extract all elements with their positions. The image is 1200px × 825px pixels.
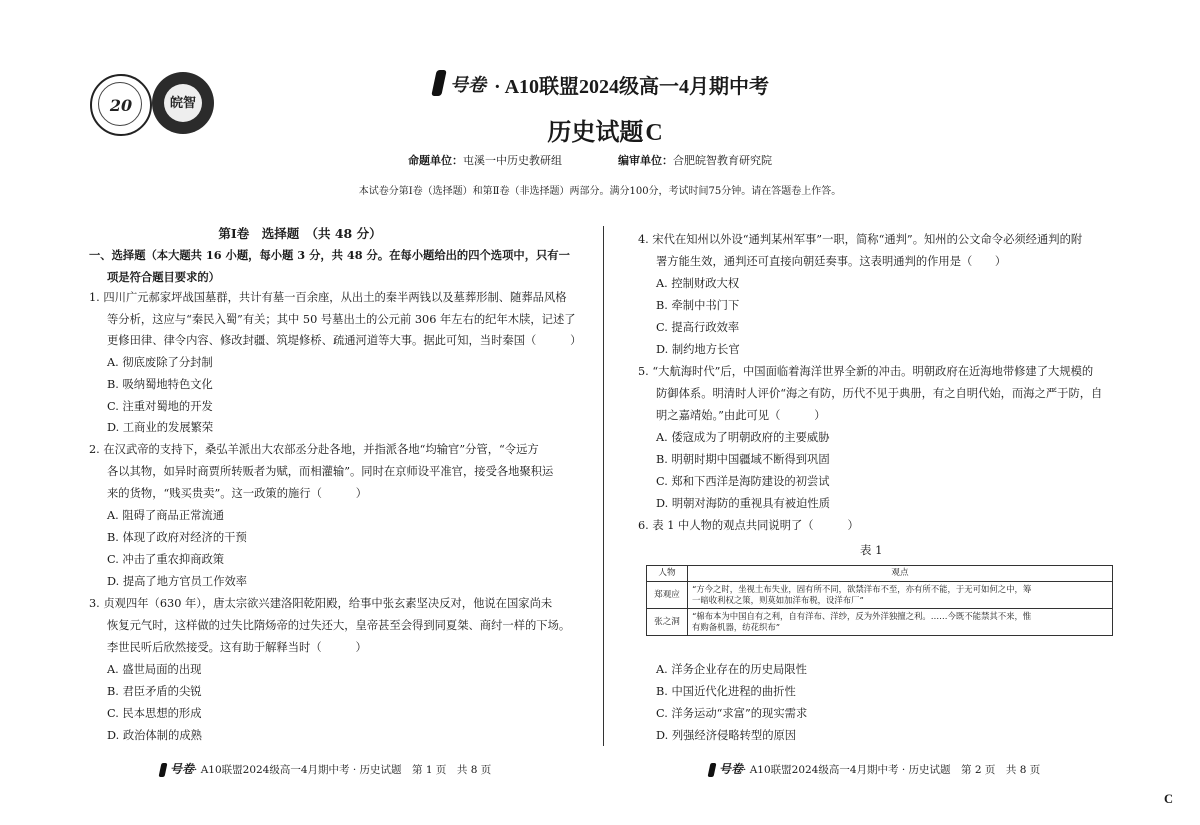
brand-stroke-icon bbox=[431, 70, 447, 96]
section-title: 第Ⅰ卷 选择题 （共 48 分） bbox=[218, 226, 382, 241]
q2-line-2: 各以其物，如异时商贾所转贩者为赋，而相灌输”。同时在京师设平准官，接受各地聚积运 bbox=[107, 465, 554, 478]
q1-line-3: 更修田律、律令内容、修改封疆、筑堤修桥、疏通河道等大事。据此可知，当时秦国（ ） bbox=[107, 334, 582, 347]
q1-option-c: C. 注重对蜀地的开发 bbox=[107, 400, 213, 413]
unit-line-left bbox=[408, 152, 562, 168]
q5-line-3: 明之嘉靖始。”由此可见（ ） bbox=[656, 409, 826, 422]
footer-right bbox=[709, 760, 1040, 777]
q3-line-1: 3. 贞观四年（630 年），唐太宗欲兴建洛阳乾阳殿，给事中张玄素坚决反对，他说在国家尚未 bbox=[89, 597, 553, 610]
unit-label: 命题单位： bbox=[408, 154, 463, 167]
q2-option-d: D. 提高了地方官员工作效率 bbox=[107, 575, 248, 588]
q1-option-b: B. 吸纳蜀地特色文化 bbox=[107, 378, 213, 391]
q3-option-b: B. 君臣矛盾的尖锐 bbox=[107, 685, 202, 698]
subject-title bbox=[0, 112, 1200, 147]
table-cell-view-line: “方今之时，坐视土布失业，固有所不同，欲禁洋布不至，亦有所不能，于无可如何之中，筹 bbox=[692, 584, 1032, 594]
q3-option-d: D. 政治体制的成熟 bbox=[107, 729, 202, 742]
q1-option-a: A. 彻底废除了分封制 bbox=[107, 356, 213, 369]
q2-option-a: A. 阻碍了商品正常流通 bbox=[107, 509, 225, 522]
q5-line-2: 防御体系。明清时人评价“海之有防，历代不见于典册，有之自明代始，而海之严于防，自 bbox=[656, 387, 1103, 400]
q1-line-2: 等分析，这应与“秦民入蜀”有关；其中 50 号墓出土的公元前 306 年左右的纪年木牍，记述了 bbox=[107, 313, 576, 326]
footer-left bbox=[160, 760, 491, 777]
q5-option-d: D. 明朝对海防的重视具有被迫性质 bbox=[656, 497, 830, 510]
q2-line-3: 来的货物，“贱买贵卖”。这一政策的施行（ ） bbox=[107, 487, 368, 500]
seal-mark: 皖智 bbox=[169, 96, 196, 111]
table-cell-view bbox=[688, 609, 1113, 636]
exam-title: · A10联盟2024级高一4月期中考 bbox=[494, 76, 770, 98]
footer-brand: 号卷 bbox=[170, 762, 195, 776]
q2-line-1: 2. 在汉武帝的支持下，桑弘羊派出大农部丞分赴各地，并指派各地“均输官”分管，“令远方 bbox=[89, 443, 539, 456]
q4-line-1: 4. 宋代在知州以外设“通判某州军事”一职，简称“通判”。知州的公文命令必须经通判的附 bbox=[638, 233, 1083, 246]
corner-mark: C bbox=[1164, 792, 1174, 806]
q6-option-c: C. 洋务运动“求富”的现实需求 bbox=[656, 707, 808, 720]
section-heading-line-2: 项是符合题目要求的） bbox=[107, 270, 220, 284]
q1-line-1: 1. 四川广元郝家坪战国墓群，共计有墓一百余座，从出土的秦半两钱以及墓葬形制、随葬品风格 bbox=[89, 291, 567, 304]
table-row bbox=[647, 582, 1113, 609]
unit-line-right bbox=[618, 152, 772, 168]
table-caption: 表 1 bbox=[860, 543, 883, 557]
q3-option-c: C. 民本思想的形成 bbox=[107, 707, 202, 720]
table-cell-view-line: 一暗收利权之策，则莫如加洋布税，设洋布厂” bbox=[692, 595, 864, 605]
q3-line-2: 恢复元气时，这样做的过失比隋炀帝的过失还大，皇帝甚至会得到同夏桀、商纣一样的下场。 bbox=[107, 619, 571, 632]
q5-option-c: C. 郑和下西洋是海防建设的初尝试 bbox=[656, 475, 830, 488]
section-heading-line-1: 一、选择题（本大题共 16 小题，每小题 3 分，共 48 分。在每小题给出的四个选项中，只有一 bbox=[89, 248, 570, 262]
footer-page-info: · A10联盟2024级高一4月期中考 · 历史试题 第 2 页 共 8 页 bbox=[743, 764, 1041, 776]
q6-option-d: D. 列强经济侵略转型的原因 bbox=[656, 729, 797, 742]
q6-option-b: B. 中国近代化进程的曲折性 bbox=[656, 685, 796, 698]
viewpoint-table bbox=[646, 565, 1113, 636]
q3-option-a: A. 盛世局面的出现 bbox=[107, 663, 202, 676]
q3-line-3: 李世民听后欣然接受。这有助于解释当时（ ） bbox=[107, 641, 367, 654]
q4-option-d: D. 制约地方长官 bbox=[656, 343, 740, 356]
subject-letter: C bbox=[645, 120, 663, 146]
q2-option-c: C. 冲击了重农抑商政策 bbox=[107, 553, 225, 566]
table-header-row bbox=[647, 566, 1113, 582]
unit-value: 屯溪一中历史教研组 bbox=[463, 154, 562, 167]
q6-line-1: 6. 表 1 中人物的观点共同说明了（ ） bbox=[638, 519, 859, 532]
q5-option-b: B. 明朝时期中国疆域不断得到巩固 bbox=[656, 453, 830, 466]
editor-label: 编审单位： bbox=[618, 154, 673, 167]
subject-title-text: 历史试题 bbox=[547, 117, 644, 146]
column-divider bbox=[603, 226, 604, 746]
q4-option-c: C. 提高行政效率 bbox=[656, 321, 740, 334]
table-cell-view bbox=[688, 582, 1113, 609]
editor-value: 合肥皖智教育研究院 bbox=[673, 154, 772, 167]
footer-brand-stroke-icon bbox=[708, 763, 717, 777]
brand-logo-text: 号卷 bbox=[450, 75, 486, 96]
q6-option-a: A. 洋务企业存在的历史局限性 bbox=[656, 663, 807, 676]
q4-option-b: B. 牵制中书门下 bbox=[656, 299, 740, 312]
table-cell-view-line: 有购备机器，纺花织布” bbox=[692, 622, 781, 632]
q1-option-d: D. 工商业的发展繁荣 bbox=[107, 421, 214, 434]
exam-instructions: 本试卷分第Ⅰ卷（选择题）和第Ⅱ卷（非选择题）两部分。满分100分，考试时间75分钟。请在答题卷上作答。 bbox=[358, 186, 842, 197]
q5-line-1: 5. “大航海时代”后，中国面临着海洋世界全新的冲击。明朝政府在近海地带修建了大规模的 bbox=[638, 365, 1094, 378]
footer-brand: 号卷 bbox=[719, 762, 744, 776]
q4-line-2: 署方能生效，通判还可直接向朝廷奏事。这表明通判的作用是（ ） bbox=[656, 255, 1007, 268]
table-header-person: 人物 bbox=[647, 566, 688, 582]
table-header-view: 观点 bbox=[688, 566, 1113, 582]
q4-option-a: A. 控制财政大权 bbox=[656, 277, 740, 290]
q5-option-a: A. 倭寇成为了明朝政府的主要威胁 bbox=[656, 431, 830, 444]
footer-brand-stroke-icon bbox=[159, 763, 168, 777]
table-cell-view-line: “棉布本为中国自有之利，自有洋布、洋纱，反为外洋独擅之利。……今既不能禁其不来，惟 bbox=[692, 611, 1032, 621]
table-row bbox=[647, 609, 1113, 636]
table-cell-name: 张之洞 bbox=[647, 609, 688, 636]
seal-mark: 20 bbox=[109, 96, 133, 115]
q2-option-b: B. 体现了政府对经济的干预 bbox=[107, 531, 247, 544]
footer-page-info: · A10联盟2024级高一4月期中考 · 历史试题 第 1 页 共 8 页 bbox=[194, 764, 492, 776]
table-cell-name: 郑观应 bbox=[647, 582, 688, 609]
